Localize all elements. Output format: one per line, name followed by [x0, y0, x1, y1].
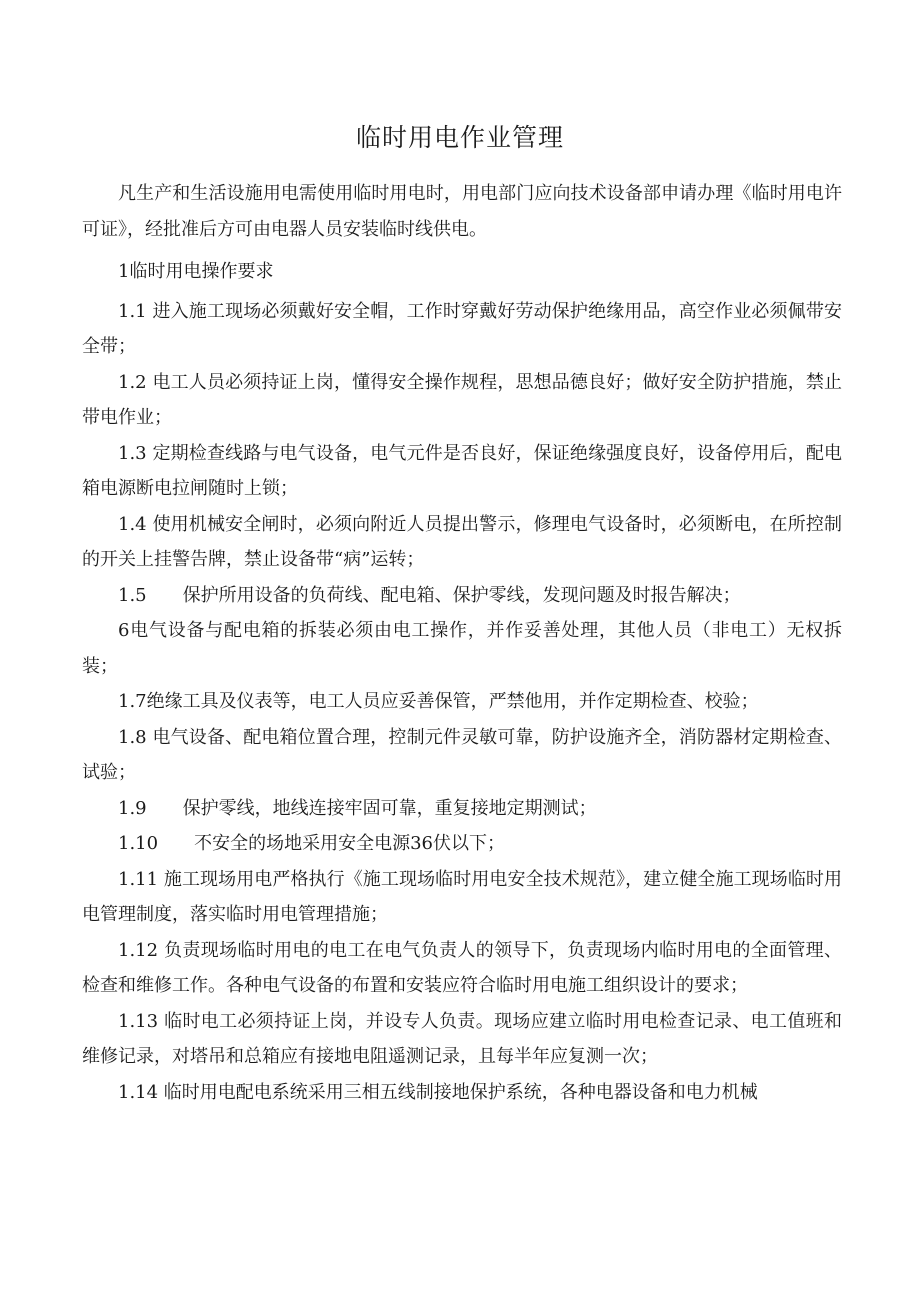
document-title: 临时用电作业管理 [355, 123, 564, 152]
clause-paragraph: 1.9 保护零线，地线连接牢固可靠，重复接地定期测试； [118, 797, 597, 819]
clause-paragraph: 1.10 不安全的场地采用安全电源36伏以下； [118, 833, 505, 854]
clause-paragraph: 1.12 负责现场临时用电的电工在电气负责人的领导下，负责现场内临时用电的全面管理、检查和维修工作。各种电气设备的布置和安装应符合临时用电施工组织设计的要求； [82, 939, 842, 996]
intro-paragraph: 凡生产和生活设施用电需使用临时用电时，用电部门应向技术设备部申请办理《临时用电许可证》，经批准后方可由电器人员安装临时线供电。 [82, 183, 842, 240]
document-body [82, 176, 842, 1110]
clause-paragraph: 1.8 电气设备、配电箱位置合理，控制元件灵敏可靠，防护设施齐全，消防器材定期检查、试验； [82, 726, 842, 783]
clause-paragraph: 1.11 施工现场用电严格执行《施工现场临时用电安全技术规范》，建立健全施工现场临时用电管理制度，落实临时用电管理措施； [82, 868, 842, 925]
clause-paragraph: 1.14 临时用电配电系统采用三相五线制接地保护系统，各种电器设备和电力机械 [118, 1081, 758, 1103]
section-heading: 1临时用电操作要求 [118, 261, 274, 282]
clause-paragraph: 1.7绝缘工具及仪表等，电工人员应妥善保管，严禁他用，并作定期检查、校验； [118, 691, 759, 712]
clause-paragraph: 1.1 进入施工现场必须戴好安全帽，工作时穿戴好劳动保护绝缘用品，高空作业必须佩带安全带； [82, 300, 842, 357]
clause-paragraph: 1.3 定期检查线路与电气设备，电气元件是否良好，保证绝缘强度良好，设备停用后，配电箱电源断电拉闸随时上锁； [82, 442, 842, 499]
clause-paragraph: 1.4 使用机械安全闸时，必须向附近人员提出警示，修理电气设备时，必须断电，在所控制的开关上挂警告牌，禁止设备带“病”运转； [82, 513, 842, 570]
clause-paragraph: 1.2 电工人员必须持证上岗，懂得安全操作规程，思想品德良好；做好安全防护措施，禁止带电作业； [82, 371, 842, 428]
clause-paragraph: 1.5 保护所用设备的负荷线、配电箱、保护零线，发现问题及时报告解决； [118, 584, 741, 606]
clause-paragraph: 6电气设备与配电箱的拆装必须由电工操作，并作妥善处理，其他人员（非电工）无权拆装； [82, 620, 842, 677]
clause-paragraph: 1.13 临时电工必须持证上岗，并设专人负责。现场应建立临时用电检查记录、电工值班和维修记录，对塔吊和总箱应有接地电阻遥测记录，且每半年应复测一次； [82, 1010, 842, 1067]
